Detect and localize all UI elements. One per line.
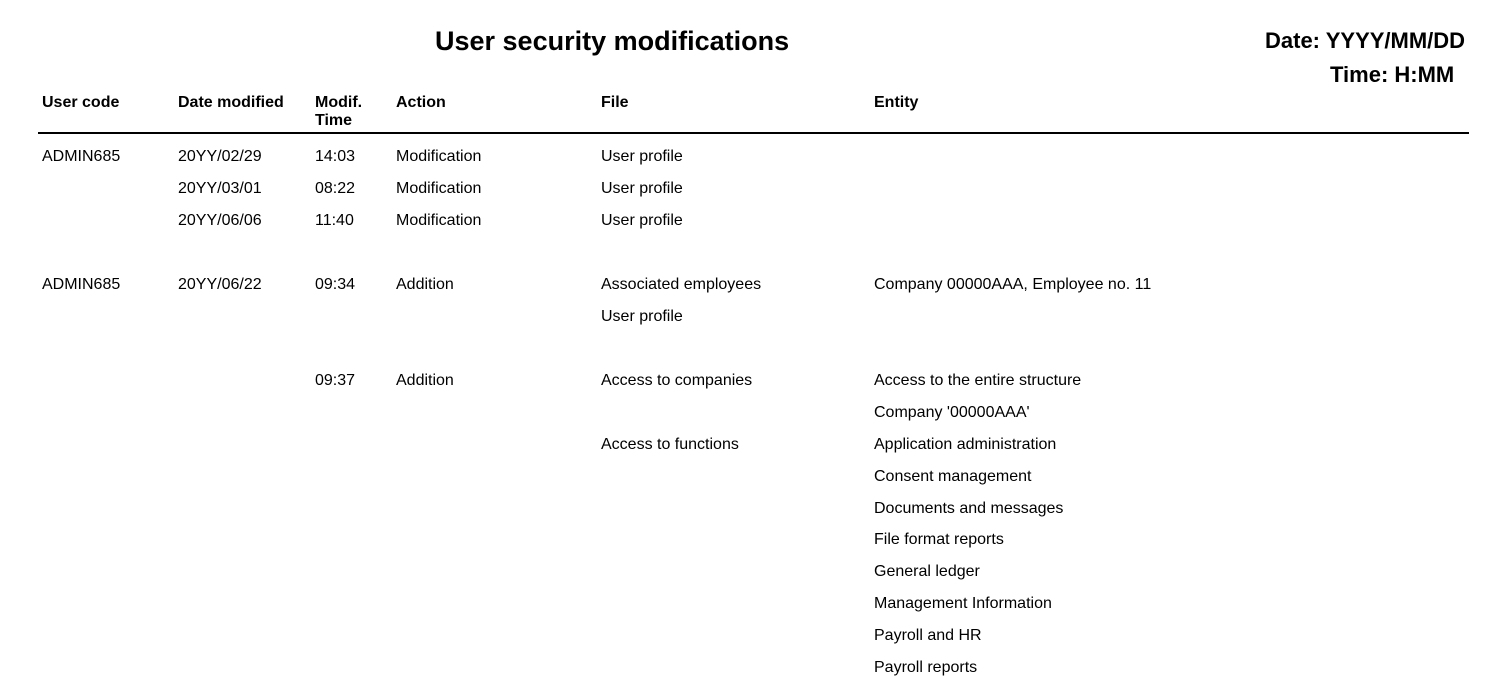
modif-time-cell: 14:03: [315, 148, 356, 165]
entity-cell: Payroll reports: [874, 659, 978, 676]
report-title: User security modifications: [435, 26, 790, 56]
header-divider: [38, 132, 1469, 134]
file-cell: User profile: [601, 148, 683, 165]
user-code-cell: ADMIN685: [42, 148, 121, 165]
file-cell: Access to functions: [601, 436, 739, 453]
file-cell: User profile: [601, 180, 683, 197]
file-cell: User profile: [601, 212, 683, 229]
column-header-date-modified: Date modified: [178, 94, 284, 111]
column-header-modif-time-line1: Modif.: [315, 94, 363, 111]
action-cell: Modification: [396, 180, 482, 197]
entity-cell: Access to the entire structure: [874, 372, 1082, 389]
modif-time-cell: 11:40: [315, 212, 354, 229]
action-cell: Modification: [396, 212, 482, 229]
entity-cell: General ledger: [874, 563, 980, 580]
date-modified-cell: 20YY/06/06: [178, 212, 262, 229]
report-time: Time: H:MM: [1330, 62, 1455, 87]
entity-cell: Consent management: [874, 468, 1032, 485]
action-cell: Addition: [396, 276, 454, 293]
user-code-cell: ADMIN685: [42, 276, 121, 293]
entity-cell: Payroll and HR: [874, 627, 982, 644]
report-date: Date: YYYY/MM/DD: [1265, 28, 1466, 53]
file-cell: Associated employees: [601, 276, 762, 293]
date-modified-cell: 20YY/02/29: [178, 148, 262, 165]
column-header-action: Action: [396, 94, 446, 111]
column-header-file: File: [601, 94, 629, 111]
file-cell: User profile: [601, 308, 683, 325]
entity-cell: Management Information: [874, 595, 1052, 612]
modif-time-cell: 09:37: [315, 372, 356, 389]
entity-cell: File format reports: [874, 531, 1004, 548]
column-header-user-code: User code: [42, 94, 120, 111]
entity-cell: Company 00000AAA, Employee no. 11: [874, 276, 1152, 293]
date-modified-cell: 20YY/03/01: [178, 180, 262, 197]
column-header-modif-time-line2: Time: [315, 112, 353, 129]
action-cell: Modification: [396, 148, 482, 165]
entity-cell: Company '00000AAA': [874, 404, 1030, 421]
date-modified-cell: 20YY/06/22: [178, 276, 262, 293]
column-header-entity: Entity: [874, 94, 919, 111]
file-cell: Access to companies: [601, 372, 753, 389]
entity-cell: Documents and messages: [874, 500, 1064, 517]
entity-cell: Application administration: [874, 436, 1057, 453]
modif-time-cell: 08:22: [315, 180, 356, 197]
modif-time-cell: 09:34: [315, 276, 356, 293]
action-cell: Addition: [396, 372, 454, 389]
column-header-modif-time: [315, 94, 362, 130]
